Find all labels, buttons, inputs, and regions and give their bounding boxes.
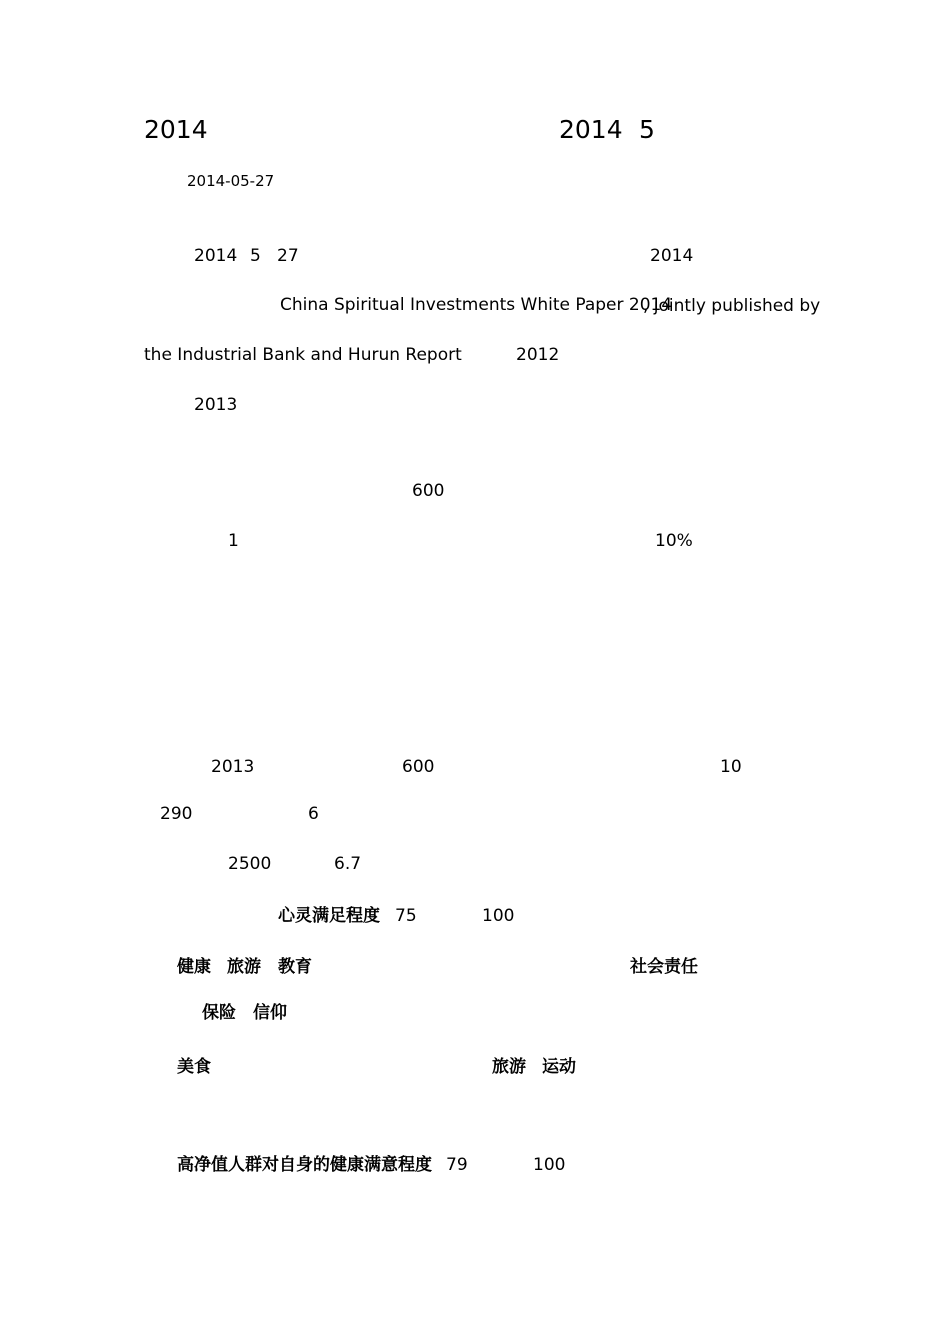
para1-year-2012: 2012 (516, 345, 560, 365)
para3-year-2013: 2013 (211, 757, 255, 777)
para3-num-2500: 2500 (228, 854, 272, 874)
para3-num-600: 600 (402, 757, 435, 777)
satisfaction-label: 心灵满足程度 (278, 906, 380, 926)
para1-year: 2014 (194, 246, 238, 266)
title-year-left: 2014 (144, 115, 208, 144)
publish-date: 2014-05-27 (187, 172, 275, 190)
jointly-published: , jointly published by (643, 296, 821, 316)
para3-num-10: 10 (720, 757, 742, 777)
report-title-en: China Spiritual Investments White Paper 2014 (280, 295, 673, 315)
category-food: 美食 (177, 1057, 211, 1077)
category-faith: 信仰 (253, 1003, 287, 1023)
health-satisfaction-max: 100 (533, 1155, 566, 1175)
category-insurance: 保险 (202, 1003, 236, 1023)
para3-num-6: 6 (308, 804, 319, 824)
para1-day: 27 (277, 246, 299, 266)
para2-pct-10: 10% (655, 531, 693, 551)
title-month: 5 (639, 115, 655, 144)
para2-num-600: 600 (412, 481, 445, 501)
category-education: 教育 (278, 957, 312, 977)
para1-month: 5 (250, 246, 261, 266)
category-sports: 运动 (542, 1057, 576, 1077)
satisfaction-max: 100 (482, 906, 515, 926)
para3-num-6-7: 6.7 (334, 854, 362, 874)
publishers: the Industrial Bank and Hurun Report (144, 345, 462, 365)
title-year-right: 2014 (559, 115, 623, 144)
category-social-responsibility: 社会责任 (630, 957, 698, 977)
category-travel-2: 旅游 (492, 1057, 526, 1077)
para1-year2: 2014 (650, 246, 694, 266)
para1-year-2013: 2013 (194, 395, 238, 415)
health-satisfaction-label: 高净值人群对自身的健康满意程度 (177, 1155, 432, 1175)
category-travel: 旅游 (227, 957, 261, 977)
satisfaction-score: 75 (395, 906, 417, 926)
health-satisfaction-score: 79 (446, 1155, 468, 1175)
para2-num-1: 1 (228, 531, 239, 551)
category-health: 健康 (177, 957, 211, 977)
para3-num-290: 290 (160, 804, 193, 824)
